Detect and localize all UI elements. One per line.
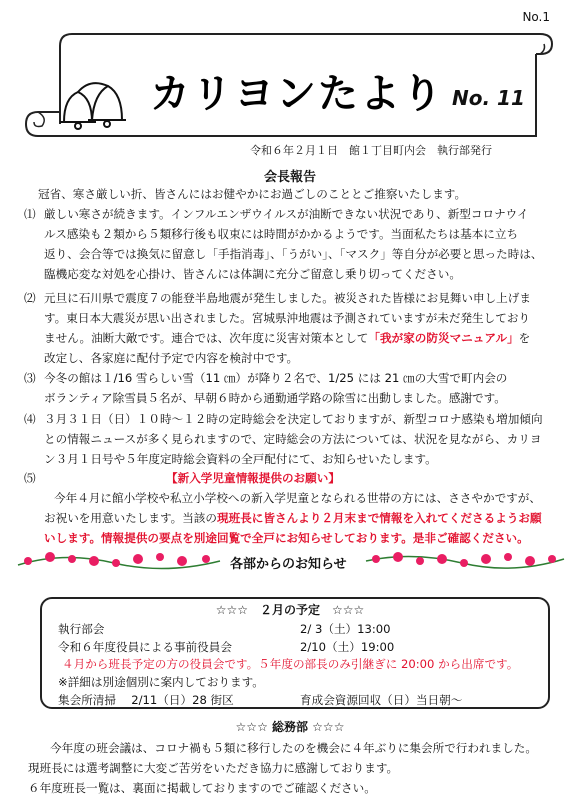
publisher-line: 令和６年２月１日 館１丁目町内会 執行部発行 <box>250 144 492 157</box>
text-line: ン３月１日号や５年度定時総会資料の全戸配付にて、お知らせいたします。 <box>44 452 437 466</box>
text-line: 改定し、各家庭に配付予定で内容を検討中です。 <box>44 351 299 365</box>
text-line: との情報ニュースが多く見られますので、定時総会の方法については、状況を見ながら、カリヨ <box>44 432 542 446</box>
leader-meeting-note: ４月から班長予定の方の役員会です。５年度の部長のみ引継ぎに 20:00 から出席です。 <box>62 657 519 671</box>
report-heading: 会長報告 <box>263 170 316 185</box>
text-line: 元旦に石川県で震度７の能登半島地震が発生しました。被災された皆様にお見舞い申し上げま <box>44 291 531 305</box>
text-line: 返り、会合等では換気に留意し「手指消毒」、「うがい」、「マスク」等自分が必要と思った時は、 <box>44 247 543 261</box>
report-item-2 <box>44 288 564 368</box>
disaster-manual-highlight: 「我が家の防災マニュアル」 <box>368 331 519 345</box>
item-number: ⑶ <box>24 371 36 385</box>
text-line <box>44 508 574 528</box>
general-line: ６年度班長一覧は、裏面に掲載しておりますのでご確認ください。 <box>28 781 376 795</box>
schedule-label: 執行部会 <box>58 622 105 636</box>
item-number: ⑵ <box>24 291 36 305</box>
collection-schedule: 育成会資源回収（日）当日朝～ <box>300 693 463 707</box>
report-item-3 <box>44 368 564 408</box>
red-request-text: いします。情報提供の要点を別途回覧で全戸にお知らせしております。是非ご確認ください。 <box>44 531 529 545</box>
detail-note: ※詳細は別途個別に案内しております。 <box>58 675 264 689</box>
page-number: No.1 <box>522 10 550 24</box>
text-line: 今冬の館は１/16 雪らしい雪（11 ㎝）が降り２名で、1/25 には 21 ㎝の大雪で町内会の <box>44 371 508 385</box>
issue-number: No. 11 <box>452 86 525 110</box>
cleaning-schedule: 集会所清掃 2/11（日）28 街区 <box>58 693 234 707</box>
general-line: 今年度の班会議は、コロナ禍も５類に移行したのを機会に４年ぶりに集会所で行われました。 <box>50 741 537 755</box>
text-segment: を <box>518 331 531 345</box>
text-line: ３月３１日（日）１０時～１２時の定時総会を決定しておりますが、新型コロナ感染も増加傾向 <box>44 412 543 426</box>
text-line: 厳しい寒さが続きます。インフルエンザウイルスが油断できない状況であり、新型コロナウイ <box>44 207 529 221</box>
item-number: ⑴ <box>24 207 36 221</box>
schedule-time: 2/10（土）19:00 <box>300 640 395 654</box>
general-line: 現班長には選考調整に大変ご苦労をいただき協力に感謝しております。 <box>28 761 399 775</box>
newsletter-title: カリヨンたより <box>150 71 444 117</box>
text-line: ルス感染も２類から５類移行後も収束には時間がかかるようです。当面私たちは基本に立ち <box>44 227 519 241</box>
text-line: ボランティア除雪員５名が、早朝６時から通勤通学路の除雪に出動しました。感謝です。 <box>44 391 506 405</box>
schedule-time: 2/ 3（土）13:00 <box>300 622 391 636</box>
text-line: 臨機応変な対処を心掛け、皆さんには体調に充分ご留意し乗り切ってください。 <box>44 267 461 281</box>
item-number: ⑸ <box>24 471 36 485</box>
bells-icon <box>46 72 136 142</box>
red-request-text: 現班長に皆さんより２月末まで情報を入れてくださるようお願 <box>216 511 542 525</box>
general-affairs-heading: ☆☆☆ 総務部 ☆☆☆ <box>235 720 345 734</box>
text-line: 今年４月に館小学校や私立小学校への新入学児童となられる世帯の方には、ささやかですが、 <box>54 491 541 505</box>
text-line <box>44 328 564 348</box>
flower-garland-icon <box>14 545 224 575</box>
schedule-title: ☆☆☆ ２月の予定 ☆☆☆ <box>215 603 365 617</box>
report-item-1 <box>44 204 564 284</box>
report-item-4 <box>44 409 564 469</box>
text-segment: お祝いを用意いたします。当該の <box>44 511 217 525</box>
notices-heading: 各部からのお知らせ <box>230 557 347 572</box>
item-number: ⑷ <box>24 412 36 426</box>
flower-garland-icon <box>362 545 568 575</box>
report-item-5 <box>44 488 574 548</box>
text-segment: ません。油断大敵です。連合では、次年度に災害対策本として <box>44 331 369 345</box>
text-line: す。東日本大震災が思い出されました。宮城県沖地震は予測されていますが未だ発生しており <box>44 311 531 325</box>
new-student-heading: 【新入学児童情報提供のお願い】 <box>166 471 340 485</box>
schedule-label: 令和６年度役員による事前役員会 <box>58 640 232 654</box>
greeting-text: 冠省、寒さ厳しい折、皆さんにはお健やかにお過ごしのこととご推察いたします。 <box>38 187 467 201</box>
